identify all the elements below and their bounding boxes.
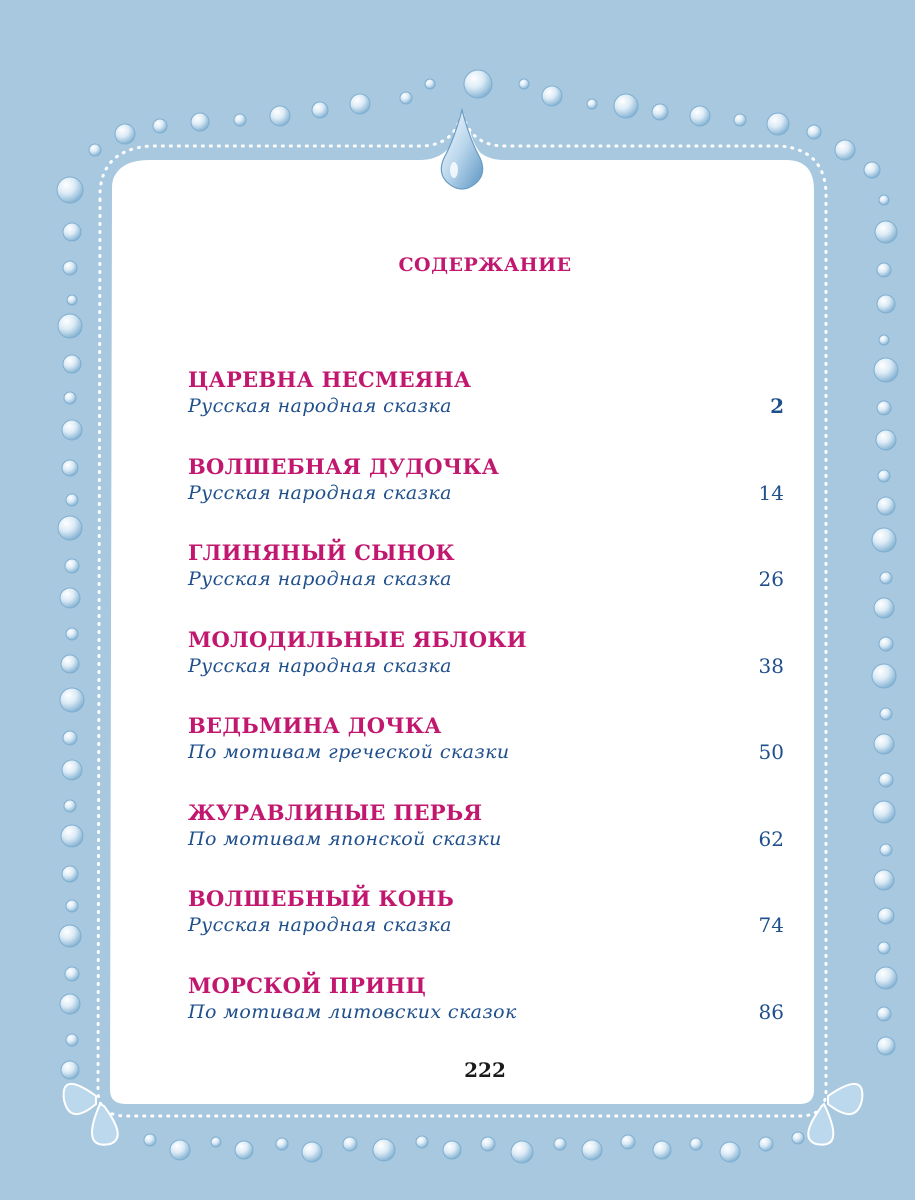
entry-subtitle: Русская народная сказка (188, 654, 452, 677)
toc-entry[interactable] (188, 366, 784, 453)
entry-title: ВОЛШЕБНАЯ ДУДОЧКА (188, 453, 500, 479)
toc-heading: СОДЕРЖАНИЕ (398, 254, 572, 276)
entry-subtitle: Русская народная сказка (188, 568, 452, 590)
toc-entry[interactable] (188, 626, 784, 713)
entry-page-number: 38 (758, 653, 784, 678)
toc-entry[interactable] (188, 885, 784, 972)
entry-title: ВОЛШЕБНЫЙ КОНЬ (188, 886, 455, 911)
entry-subtitle: По мотивам литовских сказок (188, 1000, 517, 1023)
entry-subtitle: Русская народная сказка (188, 914, 452, 936)
entry-title: МОРСКОЙ ПРИНЦ (188, 972, 427, 998)
toc-list (188, 366, 784, 1058)
entry-subtitle: Русская народная сказка (188, 395, 452, 417)
entry-page-number: 2 (770, 394, 784, 418)
entry-title: ЖУРАВЛИНЫЕ ПЕРЬЯ (188, 799, 483, 825)
entry-title: ГЛИНЯНЫЙ СЫНОК (188, 540, 455, 565)
entry-page-number: 86 (758, 999, 784, 1024)
toc-entry[interactable] (188, 712, 784, 799)
toc-entry[interactable] (188, 539, 784, 626)
entry-page-number: 50 (758, 740, 784, 764)
entry-page-number: 62 (758, 826, 784, 851)
toc-entry[interactable] (188, 972, 784, 1059)
entry-page-number: 26 (758, 567, 784, 591)
toc-entry[interactable] (188, 799, 784, 886)
page-number: 222 (464, 1058, 506, 1082)
entry-title: ЦАРЕВНА НЕСМЕЯНА (188, 367, 472, 392)
entry-subtitle: По мотивам греческой сказки (188, 741, 510, 763)
entry-title: ВЕДЬМИНА ДОЧКА (188, 713, 442, 738)
entry-page-number: 74 (758, 913, 784, 937)
entry-subtitle: По мотивам японской сказки (188, 827, 502, 850)
entry-page-number: 14 (758, 480, 784, 505)
toc-entry[interactable] (188, 453, 784, 540)
entry-title: МОЛОДИЛЬНЫЕ ЯБЛОКИ (188, 626, 527, 652)
entry-subtitle: Русская народная сказка (188, 481, 452, 504)
